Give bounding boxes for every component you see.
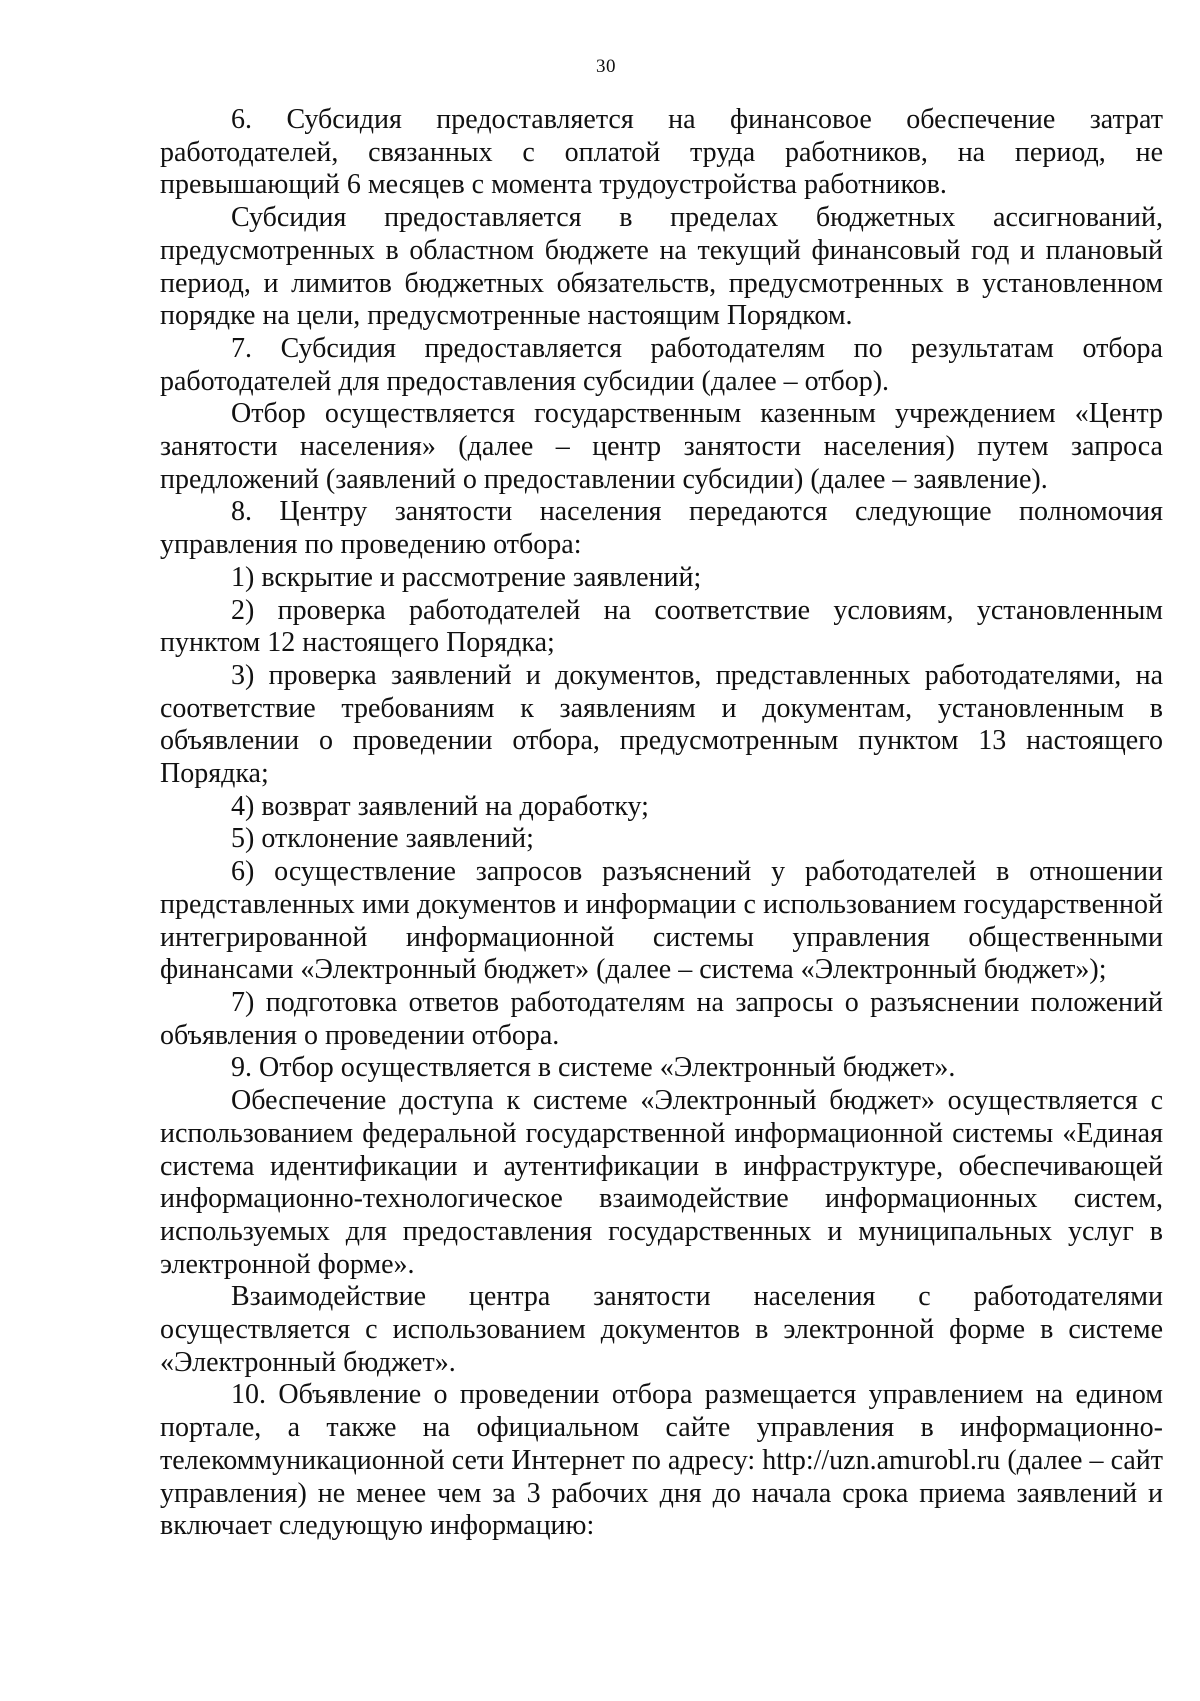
list-item-5: 5) отклонение заявлений; [231,823,534,855]
list-item-4: 4) возврат заявлений на доработку; [231,790,649,822]
paragraph-7: 7. Субсидия предоставляется работодателям по результатам отбора работодателей для предоставления субсидии (далее – отбор). [160,332,1163,397]
paragraph-6: 6. Субсидия предоставляется на финансовое обеспечение затрат работодателей, связанных с оплатой труда работников, на период, не превышающий 6 месяцев с момента трудоустройства работников. [160,104,1163,201]
paragraph-10: 10. Объявление о проведении отбора размещается управлением на едином портале, а также на официальном сайте управления в информационно-телекоммуникационной сети Интернет по адресу: http://uzn.amurobl.ru (далее – сайт управления) не менее чем за 3 рабочих дня до начала срока приема заявлений и включает следующую информацию: [160,1379,1163,1542]
list-item-2: 2) проверка работодателей на соответствие условиям, установленным пунктом 12 настоящего Порядка; [160,594,1163,659]
paragraph-subsidy-limits: Субсидия предоставляется в пределах бюджетных ассигнований, предусмотренных в областном бюджете на текущий финансовый год и плановый период, и лимитов бюджетных обязательств, предусмотренных в установленном порядке на цели, предусмотренные настоящим Порядком. [160,202,1163,332]
list-item-3: 3) проверка заявлений и документов, представленных работодателями, на соответствие требованиям к заявлениям и документам, установленным в объявлении о проведении отбора, предусмотренным пунктом 13 настоящего Порядка; [160,659,1163,790]
document-body [160,104,1163,1543]
paragraph-9: 9. Отбор осуществляется в системе «Электронный бюджет». [231,1052,956,1084]
paragraph-8: 8. Центру занятости населения передаются следующие полномочия управления по проведению отбора: [160,496,1163,561]
paragraph-interaction: Взаимодействие центра занятости населения с работодателями осуществляется с использованием документов в электронной форме в системе «Электронный бюджет». [160,1281,1163,1378]
list-item-7: 7) подготовка ответов работодателям на запросы о разъяснении положений объявления о проведении отбора. [160,986,1163,1051]
page-number: 30 [596,56,616,77]
paragraph-selection-body: Отбор осуществляется государственным казенным учреждением «Центр занятости населения» (далее – центр занятости населения) путем запроса предложений (заявлений о предоставлении субсидии) (далее – заявление). [160,398,1163,495]
list-item-1: 1) вскрытие и рассмотрение заявлений; [231,561,702,593]
list-item-6: 6) осуществление запросов разъяснений у работодателей в отношении представленных ими документов и информации с использованием государственной интегрированной информационной системы управления общественными финансами «Электронный бюджет» (далее – система «Электронный бюджет»); [160,856,1163,986]
paragraph-access: Обеспечение доступа к системе «Электронный бюджет» осуществляется с использованием федеральной государственной информационной системы «Единая система идентификации и аутентификации в инфраструктуре, обеспечивающей информационно-технологическое взаимодействие информационных систем, используемых для предоставления государственных и муниципальных услуг в электронной форме». [160,1085,1163,1280]
